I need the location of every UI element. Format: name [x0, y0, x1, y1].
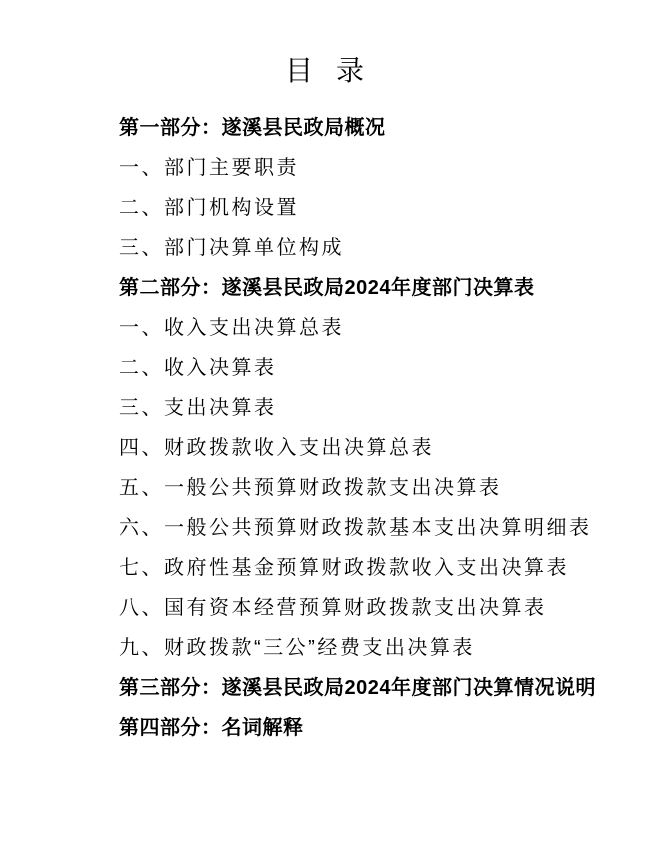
toc-section-heading: 第二部分：遂溪县民政局2024年度部门决算表 [119, 277, 535, 299]
toc-entry: 二、部门机构设置 [119, 197, 299, 219]
toc-entry: 二、收入决算表 [119, 357, 277, 379]
toc-entry: 四、财政拨款收入支出决算总表 [119, 437, 434, 459]
toc-entry: 九、财政拨款“三公”经费支出决算表 [119, 637, 475, 659]
toc-section-heading: 第一部分：遂溪县民政局概况 [119, 117, 386, 139]
toc-entry: 八、国有资本经营预算财政拨款支出决算表 [119, 597, 547, 619]
toc-entry: 六、一般公共预算财政拨款基本支出决算明细表 [119, 517, 592, 539]
page-title: 目 录 [284, 56, 366, 87]
toc-entry: 一、部门主要职责 [119, 157, 299, 179]
toc-entry: 七、政府性基金预算财政拨款收入支出决算表 [119, 557, 569, 579]
toc-entry: 五、一般公共预算财政拨款支出决算表 [119, 477, 502, 499]
toc-list [119, 108, 621, 748]
toc-entry: 一、收入支出决算总表 [119, 317, 344, 339]
toc-entry: 三、部门决算单位构成 [119, 237, 344, 259]
toc-section-heading: 第四部分：名词解释 [119, 717, 304, 739]
toc-entry: 三、支出决算表 [119, 397, 277, 419]
toc-section-heading: 第三部分：遂溪县民政局2024年度部门决算情况说明 [119, 677, 596, 699]
